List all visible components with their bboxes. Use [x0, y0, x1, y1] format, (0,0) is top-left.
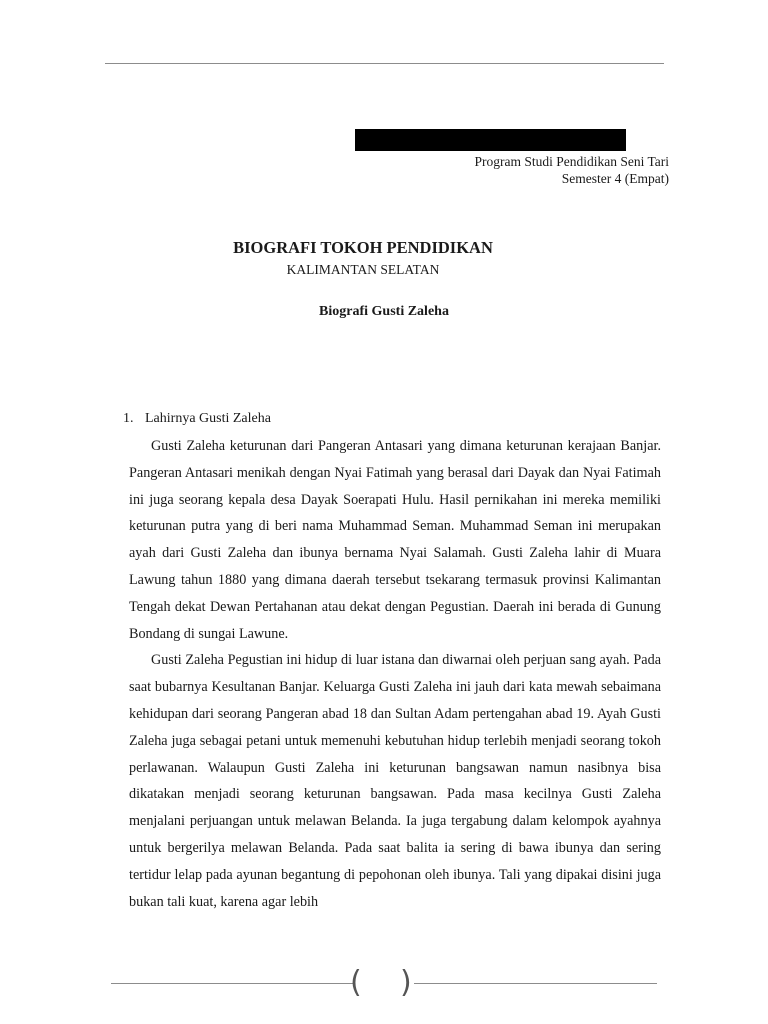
- footer-left-bracket: (: [350, 965, 362, 1000]
- footer-divider-left: [111, 983, 354, 984]
- body-text: [129, 433, 661, 915]
- program-text: Program Studi Pendidikan Seni Tari: [474, 154, 669, 169]
- redacted-name-block: [355, 129, 626, 151]
- paragraph: Gusti Zaleha Pegustian ini hidup di luar istana dan diwarnai oleh perjuan sang ayah. Pada saat bubarnya Kesultanan Banjar. Keluarga Gusti Zaleha ini jauh dari kata mewah sebaimana kehidupan dari seorang Pangeran abad 18 dan Sultan Adam pertengahan abad 19. Ayah Gusti Zaleha juga sebagai petani untuk memenuhi kebutuhan hidup terlebih menjadi seorang tokoh perlawanan. Walaupun Gusti Zaleha ini keturunan bangsawan namun nasibnya bisa dikatakan menjadi seorang keturunan bangsawan. Pada masa kecilnya Gusti Zaleha menjalani perjuangan untuk melawan Belanda. Ia juga tergabung dalam kelompok ayahnya untuk bergerilya melawan Belanda. Pada saat balita ia sering di bawa ibunya dan sering tertidur lelap pada ayunan begantung di pepohonan oleh ibunya. Tali yang dipakai disini juga bukan tali kuat, karena agar lebih: [129, 652, 661, 910]
- document-subtitle: KALIMANTAN SELATAN: [286, 262, 440, 277]
- footer-right-bracket: ): [400, 965, 412, 1000]
- header-divider: [105, 63, 664, 64]
- section-title: Lahirnya Gusti Zaleha: [145, 411, 271, 426]
- footer-divider-right: [414, 983, 657, 984]
- document-title: BIOGRAFI TOKOH PENDIDIKAN: [233, 238, 493, 257]
- section-heading: [123, 411, 271, 427]
- biography-heading: Biografi Gusti Zaleha: [319, 304, 449, 319]
- paragraph: Gusti Zaleha keturunan dari Pangeran Antasari yang dimana keturunan kerajaan Banjar. Pangeran Antasari menikah dengan Nyai Fatimah yang berasal dari Dayak dan Nyai Fatimah ini juga seorang kepala desa Dayak Soerapati Hulu. Hasil pernikahan ini mereka memiliki keturunan putra yang di beri nama Muhammad Seman. Muhammad Seman ini merupakan ayah dari Gusti Zaleha dan ibunya bernama Nyai Salamah. Gusti Zaleha lahir di Muara Lawung tahun 1880 yang dimana daerah tersebut tsekarang termasuk provinsi Kalimantan Tengah dekat Dewan Pertahanan atau dekat dengan Pegustian. Daerah ini berada di Gunung Bondang di sungai Lawune.: [129, 438, 661, 642]
- semester-text: Semester 4 (Empat): [561, 171, 669, 186]
- section-number: 1.: [123, 411, 134, 426]
